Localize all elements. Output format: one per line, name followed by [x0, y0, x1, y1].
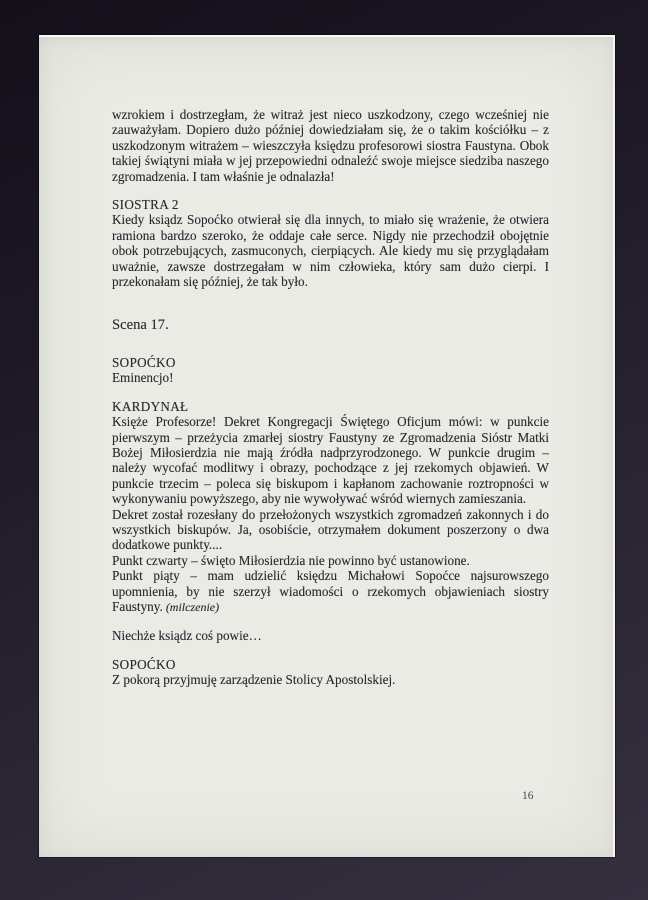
- document-page: [39, 35, 615, 857]
- stage-direction: (milczenie): [162, 599, 220, 614]
- dialogue-text: Kiedy ksiądz Sopoćko otwierał się dla innych, to miało się wrażenie, że otwiera ramiona bardzo szeroko, że oddaje całe serce. Nigdy nie przechodził obojętnie obok potrzebujących, zasmuconych, cierpiących. Ale kiedy mu się przyglądałam uważnie, zawsze dostrzegałam w nim człowieka, który sam dużo cierpi. I przekonałam się później, że tak było.: [112, 212, 549, 290]
- dialogue-text: Księże Profesorze! Dekret Kongregacji Świętego Oficjum mówi: w punkcie pierwszym – przeżycia zmarłej siostry Faustyny ze Zgromadzenia Sióstr Matki Bożej Miłosierdzia nie mają źródła nadprzyrodzonego. W punkcie drugim – należy wycofać modlitwy i obrazy, pochodzące z jej rzekomych objawień. W punkcie trzecim – poleca się biskupom i kapłanom zachowanie roztropności w wykonywaniu powyższego, aby nie wywoływać wśród wiernych zamieszania.: [112, 414, 549, 507]
- speaker-heading: KARDYNAŁ: [112, 398, 189, 414]
- dialogue-text: wzrokiem i dostrzegłam, że witraż jest nieco uszkodzony, czego wcześniej nie zauważyłam. Dopiero dużo później dowiedziałam się, że o takim kościółku – z uszkodzonym witrażem – wieszczyła księdzu profesorowi siostra Faustyna. Obok takiej świątyni miała w jej przepowiedni odnaleźć swoje miejsce siedziba naszego zgromadzenia. I tam właśnie je odnalazła!: [112, 107, 549, 184]
- dialogue-text: Punkt piąty – mam udzielić księdzu Michałowi Sopoćce najsurowszego upomnienia, by nie szerzył wiadomości o rzekomych objawieniach siostry Faustyny. (milczenie): [112, 568, 549, 614]
- dialogue-text: Z pokorą przyjmuję zarządzenie Stolicy Apostolskiej.: [112, 672, 396, 688]
- page-number: 16: [522, 790, 534, 802]
- dialogue-text: Eminencjo!: [112, 370, 174, 386]
- scene-heading: Scena 17.: [112, 317, 169, 334]
- page-content: [112, 107, 549, 688]
- dialogue-text: Dekret został rozesłany do przełożonych wszystkich zgromadzeń zakonnych i do wszystkich biskupów. Ja, osobiście, otrzymałem dokument poszerzony o dwa dodatkowe punkty....: [112, 506, 549, 553]
- speaker-heading: SOPOĆKO: [112, 656, 176, 672]
- speaker-heading: SOPOĆKO: [112, 354, 176, 370]
- dialogue-text: Punkt czwarty – święto Miłosierdzia nie powinno być ustanowione.: [112, 552, 470, 568]
- dialogue-text: Niechże ksiądz coś powie…: [112, 628, 262, 644]
- speaker-heading: SIOSTRA 2: [112, 197, 179, 213]
